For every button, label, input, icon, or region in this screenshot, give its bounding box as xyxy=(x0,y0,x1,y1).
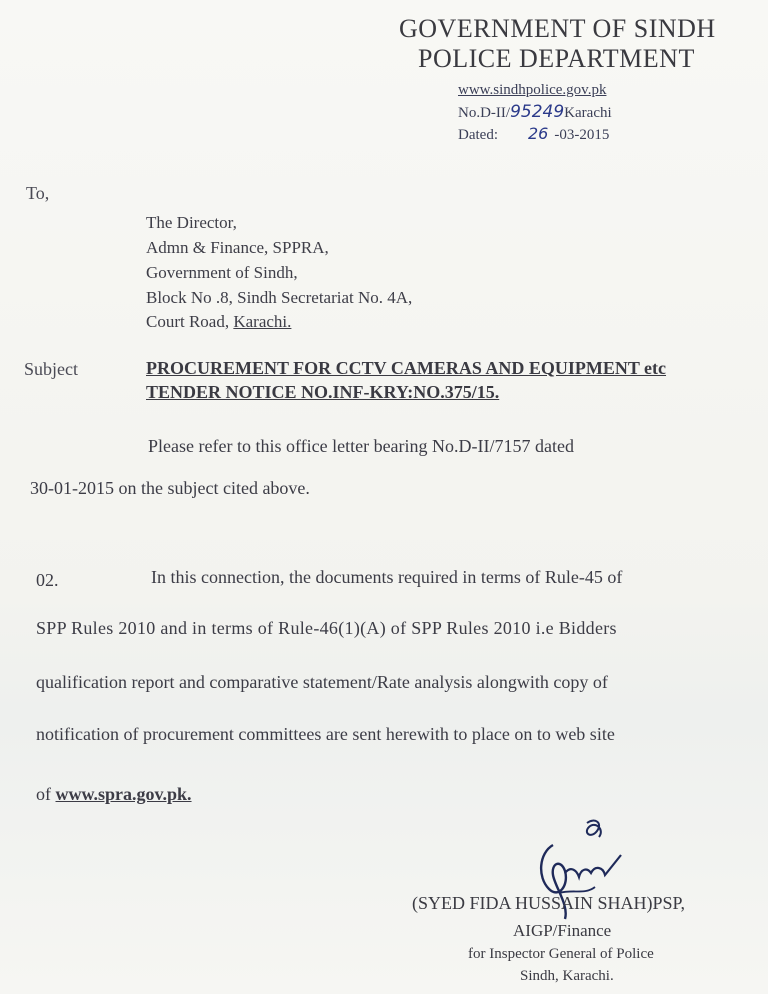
paragraph-2-number: 02. xyxy=(36,570,59,590)
to-label: To, xyxy=(26,183,50,203)
recipient-city: Karachi. xyxy=(233,312,292,331)
paragraph-2-line-3: qualification report and comparative statement/Rate analysis alongwith copy of xyxy=(36,672,608,692)
paragraph-2-line-2: SPP Rules 2010 and in terms of Rule-46(1)(A) of SPP Rules 2010 i.e Bidders xyxy=(36,618,617,638)
paragraph-2-line-1: In this connection, the documents required in terms of Rule-45 of xyxy=(151,567,623,587)
date-line xyxy=(458,124,609,144)
signatory-designation: AIGP/Finance xyxy=(513,921,612,940)
paragraph-2-prefix: of xyxy=(36,784,56,804)
reference-number xyxy=(458,102,612,122)
signatory-name: (SYED FIDA HUSSAIN SHAH)PSP, xyxy=(412,893,686,913)
dated-label: Dated: xyxy=(458,127,498,143)
subject-line-1: PROCUREMENT FOR CCTV CAMERAS AND EQUIPMENT etc xyxy=(146,358,667,378)
letterhead-department: POLICE DEPARTMENT xyxy=(418,44,695,73)
recipient-line-last xyxy=(146,312,291,332)
recipient-line: The Director, xyxy=(146,213,237,232)
recipient-street: Court Road, xyxy=(146,312,234,331)
reference-suffix: Karachi xyxy=(564,105,612,121)
letterhead-government: GOVERNMENT OF SINDH xyxy=(399,14,716,43)
recipient-line: Admn & Finance, SPPRA, xyxy=(146,238,329,257)
website-link[interactable]: www.sindhpolice.gov.pk xyxy=(458,82,607,98)
dated-day-handwritten: 26 xyxy=(527,124,549,143)
paragraph-1-line-2: 30-01-2015 on the subject cited above. xyxy=(30,478,310,498)
subject-label: Subject xyxy=(24,359,78,379)
paragraph-2-line-5 xyxy=(36,784,192,805)
paragraph-2-line-4: notification of procurement committees are sent herewith to place on to web site xyxy=(36,724,615,744)
recipient-line: Government of Sindh, xyxy=(146,263,298,282)
signatory-for-line: for Inspector General of Police xyxy=(468,946,654,962)
subject-line-2: TENDER NOTICE NO.INF-KRY:NO.375/15. xyxy=(146,382,500,402)
paragraph-1-line-1: Please refer to this office letter bearing No.D-II/7157 dated xyxy=(148,436,575,456)
spra-website-link[interactable]: www.spra.gov.pk. xyxy=(55,784,192,804)
reference-prefix: No.D-II/ xyxy=(458,105,511,121)
signatory-place: Sindh, Karachi. xyxy=(520,968,614,984)
dated-rest: -03-2015 xyxy=(554,127,610,143)
reference-handwritten-number: 95249 xyxy=(510,102,565,122)
recipient-line: Block No .8, Sindh Secretariat No. 4A, xyxy=(146,288,413,307)
